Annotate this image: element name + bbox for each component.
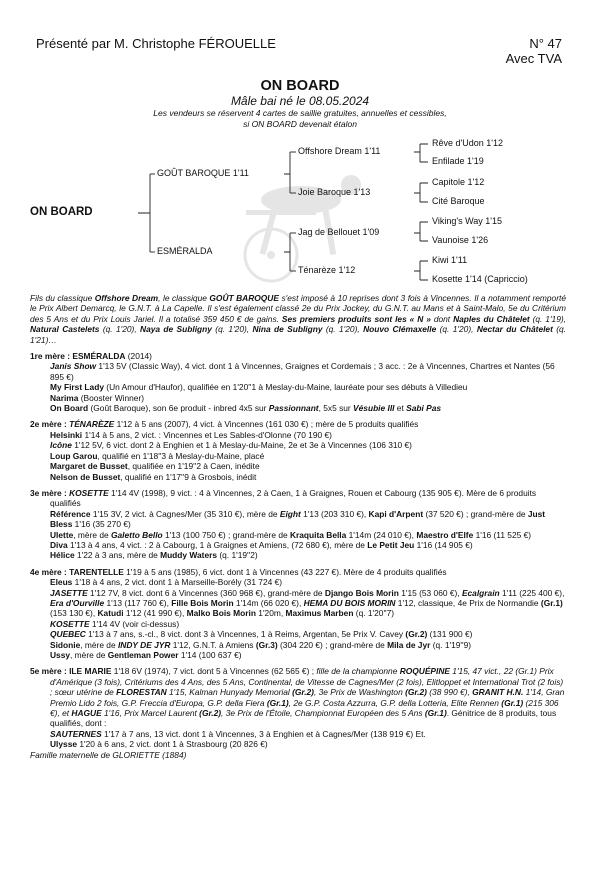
pedigree-sss: Rêve d'Udon 1'12: [432, 138, 503, 148]
text-run: 2e mère :: [30, 419, 70, 430]
text-run: 1'13 à 7 ans, s.-cl., 8 vict. dont 3 à Vincennes, 1 à Reims, Argentan, 5e Prix V. Cavey: [85, 629, 406, 640]
horse-description: Mâle bai né le 08.05.2024: [230, 94, 370, 108]
text-run: KOSETTE: [50, 618, 90, 629]
horse-name: ON BOARD: [260, 78, 340, 94]
text-run: (Gr.1): [266, 697, 289, 708]
text-run: Offshore Dream: [94, 293, 159, 303]
text-run: , le classique: [158, 293, 210, 303]
text-run: Nelson de Busset: [50, 471, 121, 482]
text-run: 1'15, Kalman Hunyady Memorial: [166, 687, 293, 698]
text-run: Just Bless: [50, 508, 546, 530]
pedigree-ssd: Enfilade 1'19: [432, 156, 484, 166]
text-run: Mila de Jyr: [387, 639, 431, 650]
text-run: 1'13 (203 310 €),: [300, 508, 369, 519]
text-run: (2014): [125, 351, 152, 362]
text-run: , mère de: [73, 529, 111, 540]
dam-heading: [30, 419, 566, 429]
text-run: 1'13 (100 750 €) ; grand-mère de: [162, 529, 290, 540]
text-run: 1'16 (11 525 €): [473, 529, 532, 540]
text-run: , qualifié en 1'17''9 à Grosbois, inédit: [120, 471, 257, 482]
text-run: 1'13 (117 760 €),: [104, 597, 172, 608]
presenter-label: Présenté par M. Christophe FÉROUELLE: [36, 36, 276, 51]
produce-line: [30, 430, 566, 440]
text-run: Loup Garou: [50, 450, 98, 461]
text-run: Narima: [50, 392, 79, 403]
text-run: 3e mère :: [30, 487, 70, 498]
text-run: 1'15 (53 060 €),: [398, 587, 462, 598]
text-run: Ulysse: [50, 739, 78, 750]
text-run: HAGUE: [71, 708, 102, 719]
text-run: , qualifié en 1'18''3 à Meslay-du-Maine, placé: [97, 450, 265, 461]
text-run: Sidonie: [50, 639, 81, 650]
produce-line: [30, 640, 566, 650]
text-run: Gentleman Power: [107, 650, 179, 660]
text-run: JASETTE: [50, 587, 88, 598]
text-run: Sabi Pas: [406, 403, 442, 414]
text-run: 1'12, classique, 4e Prix de Normandie: [395, 597, 541, 608]
text-run: (Gr.1): [540, 597, 563, 608]
produce-line: [30, 472, 566, 482]
text-run: Ecalgrain: [461, 587, 500, 598]
text-run: My First Lady: [50, 382, 104, 393]
text-run: ROQUÉPINE: [399, 666, 450, 677]
sale-conditions-line: Les vendeurs se réservent 4 cartes de saillie gratuites, annuelles et cessibles,: [153, 108, 447, 118]
text-run: FLORESTAN: [116, 687, 167, 698]
text-run: 1'12 5V, 6 vict. dont 2 à Enghien et 1 à Meslay-du-Maine, 2e et 3e à Vincennes (106 310 €): [71, 440, 412, 451]
text-run: ILE MARIE: [69, 666, 112, 677]
text-run: 1'14 à 5 ans, 2 vict. : Vincennes et Les Sables-d'Olonne (70 190 €): [82, 429, 332, 440]
text-run: Eleus: [50, 577, 73, 588]
produce-line: [30, 629, 566, 639]
text-run: Malko Bois Morin: [186, 608, 256, 619]
sale-conditions-line: si ON BOARD devenait étalon: [243, 118, 357, 129]
text-run: (q. 1'20''7): [353, 608, 395, 619]
dam-section: [30, 666, 566, 749]
text-run: (37 520 €) ; grand-mère de: [423, 508, 528, 519]
produce-line: [30, 509, 566, 530]
text-run: (38 990 €),: [426, 687, 473, 698]
text-run: 1'18 6V (1974), 7 vict. dont 5 à Vincennes (62 565 €) ;: [111, 666, 317, 677]
text-run: Ses premiers produits sont les « N »: [281, 313, 431, 324]
text-run: (q. 1'21)…: [30, 324, 567, 345]
text-run: Maximus Marben: [285, 608, 354, 619]
text-run: s'est imposé à 10 reprises dont 3 fois à Vincennes. Il a notamment remporté le Prix Albert Demarcq, le G.N.T. à La Capelle. Il s'est également classé 2e du Prix Jockey, du G.N.T. au Mans et à Saint-Malo, 5e du Critérium des 5 Ans et du Prix Louis Jariel. Il a totalisé 359 450 € de gains.: [30, 293, 566, 324]
text-run: , 2e G.P. Costa Azzurra, G.P. della Lotteria, Elite Rennen: [288, 697, 502, 708]
text-run: 1'15 3V, 2 vict. à Cagnes/Mer (35 310 €), mère de: [90, 508, 280, 519]
text-run: Eight: [279, 508, 301, 519]
text-run: Vésubie III: [353, 403, 395, 414]
text-run: (Gr.2): [199, 708, 222, 719]
text-run: Hélice: [50, 550, 75, 561]
text-run: 1'20 à 6 ans, 2 vict. dont 1 à Strasbourg (20 826 €): [77, 739, 268, 750]
dam-heading: [30, 666, 566, 728]
produce-line: [30, 619, 566, 629]
text-run: 5e mère :: [30, 666, 70, 677]
text-run: 1'14m (24 010 €),: [346, 529, 417, 540]
produce-line: [30, 588, 566, 619]
lot-number: N° 47: [529, 36, 562, 51]
text-run: Ulette: [50, 529, 74, 540]
text-run: (153 130 €),: [50, 608, 98, 619]
produce-line: [30, 461, 566, 471]
text-run: 1'20m,: [255, 608, 286, 619]
pedigree-dam-dam: Ténarèze 1'12: [298, 265, 356, 275]
pedigree-dam: ESMÉRALDA: [157, 246, 213, 256]
produce-line: [30, 530, 566, 540]
text-run: . Génitrice de 8 produits, tous qualifiés, dont :: [50, 708, 557, 729]
text-run: 1'12 à 5 ans (2007), 4 vict. à Vincennes (161 030 €) ; mère de 5 produits qualifiés: [114, 419, 419, 430]
text-run: Helsinki: [50, 429, 83, 440]
dam-heading: [30, 488, 566, 509]
produce-line: [30, 550, 566, 560]
produce-line: [30, 739, 566, 749]
text-run: SAUTERNES: [50, 728, 102, 739]
dam-section: [30, 567, 566, 661]
text-run: , mère de: [80, 639, 118, 650]
produce-line: [30, 451, 566, 461]
text-run: 1'12, G.N.T. à Amiens: [170, 639, 256, 650]
vat-label: Avec TVA: [505, 51, 562, 66]
produce-line: [30, 403, 566, 413]
text-run: (304 220 €) ; grand-mère de: [277, 639, 388, 650]
text-run: 1'15, 47 vict., 22 (Gr.1) Prix d'Amérique (3 fois), Critériums des 4 Ans, des 5 Ans, Continental, de Vitesse de Cagnes/Mer (2 fois), Elitloppet et International Trot (2 fois) ; sœur utérine de: [50, 666, 564, 698]
text-run: 4e mère :: [30, 566, 70, 577]
text-run: (131 900 €): [427, 629, 473, 640]
text-run: Natural Castelets: [30, 324, 100, 335]
text-run: , qualifiée en 1'19''2 à Caen, inédite: [127, 461, 260, 472]
produce-line: [30, 393, 566, 403]
text-run: KOSETTE: [69, 487, 109, 498]
text-run: 1'12 (41 990 €),: [123, 608, 187, 619]
text-run: (q. 1'20),: [322, 324, 364, 335]
text-run: Nina de Subligny: [252, 324, 323, 335]
text-run: Fils du classique: [30, 293, 95, 303]
text-run: (Goût Baroque), son 6e produit - inbred 4x5 sur: [88, 403, 269, 414]
text-run: 1'22 à 3 ans, mère de: [74, 550, 161, 561]
text-run: Fille Bois Morin: [171, 597, 234, 608]
text-run: Kraquita Bella: [289, 529, 347, 540]
produce-line: [30, 650, 566, 660]
text-run: Le Petit Jeu: [367, 539, 415, 550]
text-run: QUEBEC: [50, 629, 86, 640]
text-run: (q. 1'20),: [436, 324, 477, 335]
text-run: 1re mère :: [30, 351, 73, 362]
text-run: TÉNARÈZE: [69, 419, 115, 430]
text-run: Margaret de Busset: [50, 461, 128, 472]
pedigree-dsd: Vaunoise 1'26: [432, 235, 489, 245]
text-run: (Gr.2): [405, 687, 427, 698]
text-run: (215 306 €), et: [50, 697, 559, 719]
text-run: 1'19 à 5 ans (1985), 6 vict. dont 1 à Vincennes (43 227 €). Mère de 4 produits qualifiés: [123, 566, 447, 577]
text-run: (q. 1'19''2): [217, 550, 258, 561]
produce-line: [30, 382, 566, 392]
text-run: Nectar du Châtelet: [476, 324, 553, 335]
text-run: On Board: [50, 403, 89, 414]
sire-intro-paragraph: [30, 293, 566, 345]
text-run: (q. 1'19),: [529, 313, 566, 324]
text-run: 1'14m (66 020 €),: [233, 597, 304, 608]
dam-section: [30, 351, 566, 413]
text-run: 1'12 7V, 8 vict. dont 6 à Vincennes (360 968 €), grand-mère de: [87, 587, 325, 598]
text-run: HEMA DU BOIS MORIN: [303, 597, 396, 608]
text-run: (Gr.1): [424, 708, 447, 719]
text-run: Naya de Subligny: [140, 324, 212, 335]
text-run: Référence: [50, 508, 91, 519]
text-run: 1'14, Gran Premio Lido 2 fois, G.P. Freccia d'Europa, G.P. della Fiera: [50, 687, 565, 708]
text-run: 1'13 5V (Classic Way), 4 vict. dont 1 à Vincennes, Graignes et Cordemais ; 3 acc. : 2e à Vincennes, Chartres et Nantes (56 895 €): [50, 361, 555, 382]
pedigree-sdd: Cité Baroque: [432, 196, 485, 206]
text-run: (Un Amour d'Haufor), qualifiée en 1'20''1 à Meslay-du-Maine, lauréate pour ses débuts à Villedieu: [103, 382, 468, 393]
pedigree-root: ON BOARD: [30, 206, 93, 218]
text-run: 1'14 4V (voir ci-dessus): [89, 618, 180, 629]
text-run: 1'16 (14 905 €): [414, 539, 473, 550]
text-run: Muddy Waters: [160, 550, 218, 561]
text-run: Maestro d'Elfe: [416, 529, 474, 540]
pedigree-dds: Kiwi 1'11: [432, 255, 468, 265]
text-run: , 3e Prix de l'Étoile, Championnat Européen des 5 Ans: [221, 708, 425, 719]
text-run: et: [394, 403, 407, 414]
dam-heading: [30, 567, 566, 577]
text-run: TARENTELLE: [69, 566, 124, 577]
text-run: 1'18 à 4 ans, 2 vict. dont 1 à Marseille-Borély (31 724 €): [72, 577, 283, 588]
text-run: 1'14 4V (1998), 9 vict. : 4 à Vincennes, 2 à Caen, 1 à Graignes, Rouen et Cabourg (135 905 €). Mère de 6 produits qualifiés: [50, 487, 537, 509]
text-run: (q. 1'20),: [99, 324, 141, 335]
text-run: (Gr.2): [405, 629, 428, 640]
text-run: GRANIT H.N.: [472, 687, 524, 698]
text-run: (Booster Winner): [78, 392, 145, 403]
text-run: 1'16, Prix Marcel Laurent: [101, 708, 200, 719]
pedigree-sire-sire: Offshore Dream 1'11: [298, 146, 381, 156]
dam-section: [30, 419, 566, 481]
dam-section: [30, 488, 566, 561]
text-run: Era d'Ourville: [50, 597, 105, 608]
text-run: Nouvo Clémaxelle: [363, 324, 437, 335]
text-run: Galetto Bello: [111, 529, 163, 540]
dam-line-sections: [30, 351, 566, 750]
text-run: Passionnant: [268, 403, 319, 414]
text-run: fille de la championne: [316, 666, 400, 677]
pedigree-dam-sire: Jag de Bellouet 1'09: [298, 227, 380, 237]
text-run: (q. 1'19''9): [430, 639, 472, 650]
pedigree-dss: Viking's Way 1'15: [432, 216, 502, 226]
text-run: Janis Show: [50, 361, 97, 372]
text-run: (q. 1'20),: [211, 324, 253, 335]
text-run: Ussy: [50, 650, 71, 660]
pedigree-ddd: Kosette 1'14 (Capriccio): [432, 274, 528, 284]
pedigree-sire: GOÛT BAROQUE 1'11: [157, 168, 249, 178]
maternal-family: Famille maternelle de GLORIETTE (1884): [30, 749, 187, 760]
text-run: 1'14 (100 637 €): [178, 650, 242, 660]
text-run: Icône: [50, 440, 72, 451]
text-run: , mère de: [70, 650, 108, 660]
text-run: INDY DE JYR: [117, 639, 171, 650]
text-run: 1'13 à 4 ans, 4 vict. : 2 à Cabourg, 1 à Graignes et Amiens, (72 680 €), mère de: [67, 539, 368, 550]
text-run: (Gr.3): [255, 639, 278, 650]
produce-line: [30, 440, 566, 450]
produce-line: [30, 361, 566, 382]
produce-line: [30, 577, 566, 587]
dam-heading: [30, 351, 566, 361]
text-run: Katudi: [97, 608, 124, 619]
text-run: Django Bois Morin: [324, 587, 399, 598]
text-run: Naples du Châtelet: [453, 313, 530, 324]
text-run: GOÛT BAROQUE: [209, 293, 279, 303]
text-run: Kapi d'Arpent: [368, 508, 424, 519]
text-run: , 5x5 sur: [318, 403, 354, 414]
produce-line: [30, 729, 566, 739]
text-run: 1'16 (35 270 €): [72, 519, 131, 530]
pedigree-sire-dam: Joie Baroque 1'13: [298, 187, 371, 197]
page-body: [30, 293, 566, 760]
text-run: dont: [430, 313, 454, 324]
text-run: (Gr.2): [292, 687, 314, 698]
text-run: 1'17 à 7 ans, 13 vict. dont 1 à Vincennes, 3 à Enghien et à Cagnes/Mer (138 919 €) Et.: [101, 728, 426, 739]
text-run: ESMÉRALDA: [72, 351, 126, 362]
produce-line: [30, 540, 566, 550]
text-run: 1'11 (225 400 €),: [499, 587, 565, 598]
text-run: , 3e Prix de Washington: [313, 687, 406, 698]
pedigree-sds: Capitole 1'12: [432, 177, 485, 187]
text-run: Diva: [50, 539, 68, 550]
text-run: (Gr.1): [501, 697, 524, 708]
